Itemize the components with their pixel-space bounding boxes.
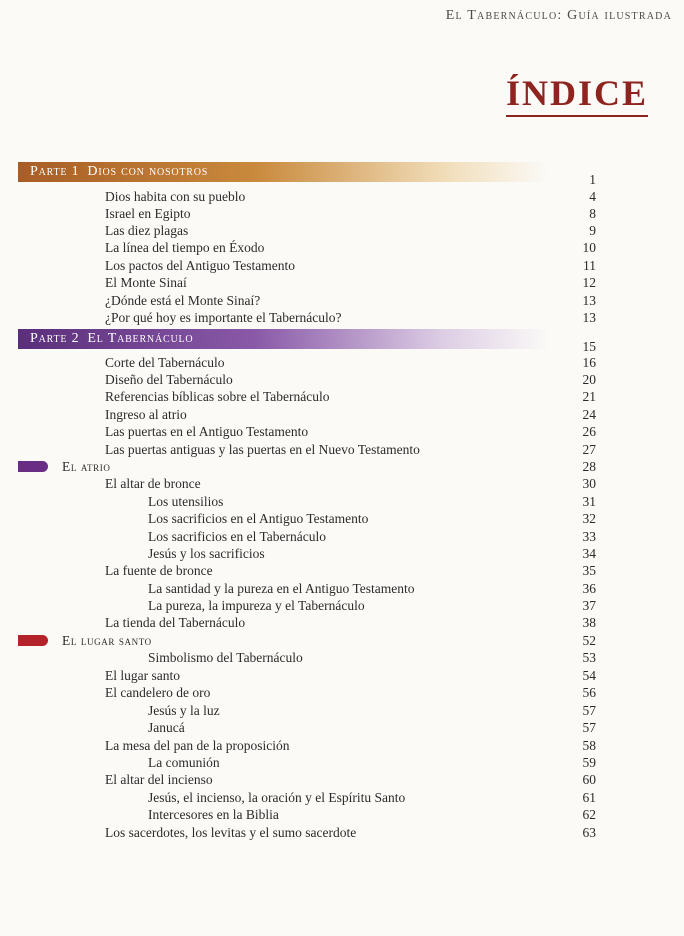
page-number: 20 (582, 372, 596, 387)
page-number: 60 (582, 772, 596, 787)
toc-label: La comunión (148, 755, 220, 770)
section-row-atrio[interactable] (0, 458, 684, 475)
toc-label: Los sacrificios en el Tabernáculo (148, 529, 326, 544)
page-number: 30 (582, 476, 596, 491)
page-number: 28 (582, 459, 596, 474)
toc-row[interactable] (0, 493, 684, 510)
page-number: 24 (582, 407, 596, 422)
toc-label: Los sacrificios en el Antiguo Testamento (148, 511, 369, 526)
page-number: 36 (582, 581, 596, 596)
toc-row[interactable] (0, 371, 684, 388)
toc-row[interactable] (0, 222, 684, 239)
section-row-lugar-santo[interactable] (0, 632, 684, 649)
page-number: 32 (582, 511, 596, 526)
toc-row[interactable] (0, 171, 684, 188)
page-number: 13 (582, 293, 596, 308)
toc-label: Las diez plagas (105, 223, 189, 238)
toc-label: Diseño del Tabernáculo (105, 372, 233, 387)
page-number: 56 (582, 685, 596, 700)
toc-label: La santidad y la pureza en el Antiguo Testamento (148, 581, 415, 596)
toc-row[interactable] (0, 614, 684, 631)
page-number: 38 (582, 615, 596, 630)
toc-label: Los utensilios (148, 494, 224, 509)
page-number: 53 (582, 650, 596, 665)
toc-row[interactable] (0, 667, 684, 684)
toc-row[interactable] (0, 684, 684, 701)
page-number: 8 (589, 206, 596, 221)
section-title: El lugar santo (62, 633, 152, 648)
toc-row[interactable] (0, 388, 684, 405)
toc-row[interactable] (0, 528, 684, 545)
page-number: 26 (582, 424, 596, 439)
toc-row[interactable] (0, 649, 684, 666)
page-number: 31 (582, 494, 596, 509)
page-number: 13 (582, 310, 596, 325)
toc-row[interactable] (0, 719, 684, 736)
page-number: 62 (582, 807, 596, 822)
toc-row[interactable] (0, 274, 684, 291)
toc-label: Jesús y la luz (148, 703, 220, 718)
toc-row[interactable] (0, 580, 684, 597)
toc-label: Referencias bíblicas sobre el Tabernáculo (105, 389, 330, 404)
toc-label: Simbolismo del Tabernáculo (148, 650, 303, 665)
page-number: 35 (582, 563, 596, 578)
toc-row[interactable] (0, 545, 684, 562)
toc-label: Los pactos del Antiguo Testamento (105, 258, 296, 273)
toc-row[interactable] (0, 441, 684, 458)
toc-row[interactable] (0, 205, 684, 222)
page-number: 52 (582, 633, 596, 648)
toc-label: Dios habita con su pueblo (105, 189, 246, 204)
toc-row[interactable] (0, 737, 684, 754)
toc-row[interactable] (0, 188, 684, 205)
toc-label: El lugar santo (105, 668, 180, 683)
toc-row[interactable] (0, 789, 684, 806)
toc-label: Las puertas antiguas y las puertas en el Nuevo Testamento (105, 442, 420, 457)
toc-row[interactable] (0, 562, 684, 579)
page-number: 10 (582, 240, 596, 255)
page-number: 59 (582, 755, 596, 770)
toc-row[interactable] (0, 239, 684, 256)
page-number: 15 (582, 339, 596, 354)
toc-row[interactable] (0, 292, 684, 309)
toc-label: Jesús y los sacrificios (148, 546, 265, 561)
page-number: 9 (589, 223, 596, 238)
page-number: 4 (589, 189, 596, 204)
page-number: 21 (582, 389, 596, 404)
toc-label: El altar del incienso (105, 772, 213, 787)
toc-label: Corte del Tabernáculo (105, 355, 225, 370)
toc-label: La mesa del pan de la proposición (105, 738, 290, 753)
toc-row[interactable] (0, 423, 684, 440)
toc-row[interactable] (0, 597, 684, 614)
toc-row[interactable] (0, 257, 684, 274)
toc-row[interactable] (0, 309, 684, 326)
section-title: El atrio (62, 459, 111, 474)
page-number: 57 (582, 703, 596, 718)
part-title: Dios con nosotros (87, 164, 209, 179)
part-title: El Tabernáculo (87, 331, 194, 346)
toc-label: Los sacerdotes, los levitas y el sumo sacerdote (105, 825, 357, 840)
toc-row[interactable] (0, 754, 684, 771)
toc-label: El altar de bronce (105, 476, 201, 491)
page-number: 11 (583, 258, 596, 273)
page-number: 54 (582, 668, 596, 683)
toc-label: El Monte Sinaí (105, 275, 187, 290)
page-number: 63 (582, 825, 596, 840)
toc-row[interactable] (0, 806, 684, 823)
page-number: 58 (582, 738, 596, 753)
page-number: 34 (582, 546, 596, 561)
toc-label: La fuente de bronce (105, 563, 213, 578)
toc-label: Las puertas en el Antiguo Testamento (105, 424, 309, 439)
toc-label: Intercesores en la Biblia (148, 807, 279, 822)
toc-label: Janucá (148, 720, 185, 735)
page-number: 1 (589, 172, 596, 187)
toc-label: ¿Dónde está el Monte Sinaí? (105, 293, 261, 308)
page-title: ÍNDICE (506, 72, 648, 117)
running-head: El Tabernáculo: Guía ilustrada (445, 8, 672, 23)
toc-row[interactable] (0, 824, 684, 841)
toc-row[interactable] (0, 771, 684, 788)
toc-row[interactable] (0, 338, 684, 355)
toc-label: ¿Por qué hoy es importante el Tabernáculo? (105, 310, 342, 325)
toc-row[interactable] (0, 475, 684, 492)
toc-row[interactable] (0, 354, 684, 371)
page-number: 16 (582, 355, 596, 370)
toc-label: La tienda del Tabernáculo (105, 615, 246, 630)
page-number: 27 (582, 442, 596, 457)
toc-row[interactable] (0, 510, 684, 527)
toc-label: La pureza, la impureza y el Tabernáculo (148, 598, 365, 613)
toc-label: La línea del tiempo en Éxodo (105, 240, 265, 255)
part-number: Parte 1 (30, 164, 80, 179)
toc-row[interactable] (0, 702, 684, 719)
toc-label: Israel en Egipto (105, 206, 191, 221)
toc-row[interactable] (0, 406, 684, 423)
page-number: 37 (582, 598, 596, 613)
page-number: 57 (582, 720, 596, 735)
part-number: Parte 2 (30, 331, 80, 346)
page-number: 12 (582, 275, 596, 290)
page-number: 61 (582, 790, 596, 805)
toc-label: El candelero de oro (105, 685, 211, 700)
page-number: 33 (582, 529, 596, 544)
toc-label: Jesús, el incienso, la oración y el Espíritu Santo (148, 790, 406, 805)
toc-label: Ingreso al atrio (105, 407, 187, 422)
